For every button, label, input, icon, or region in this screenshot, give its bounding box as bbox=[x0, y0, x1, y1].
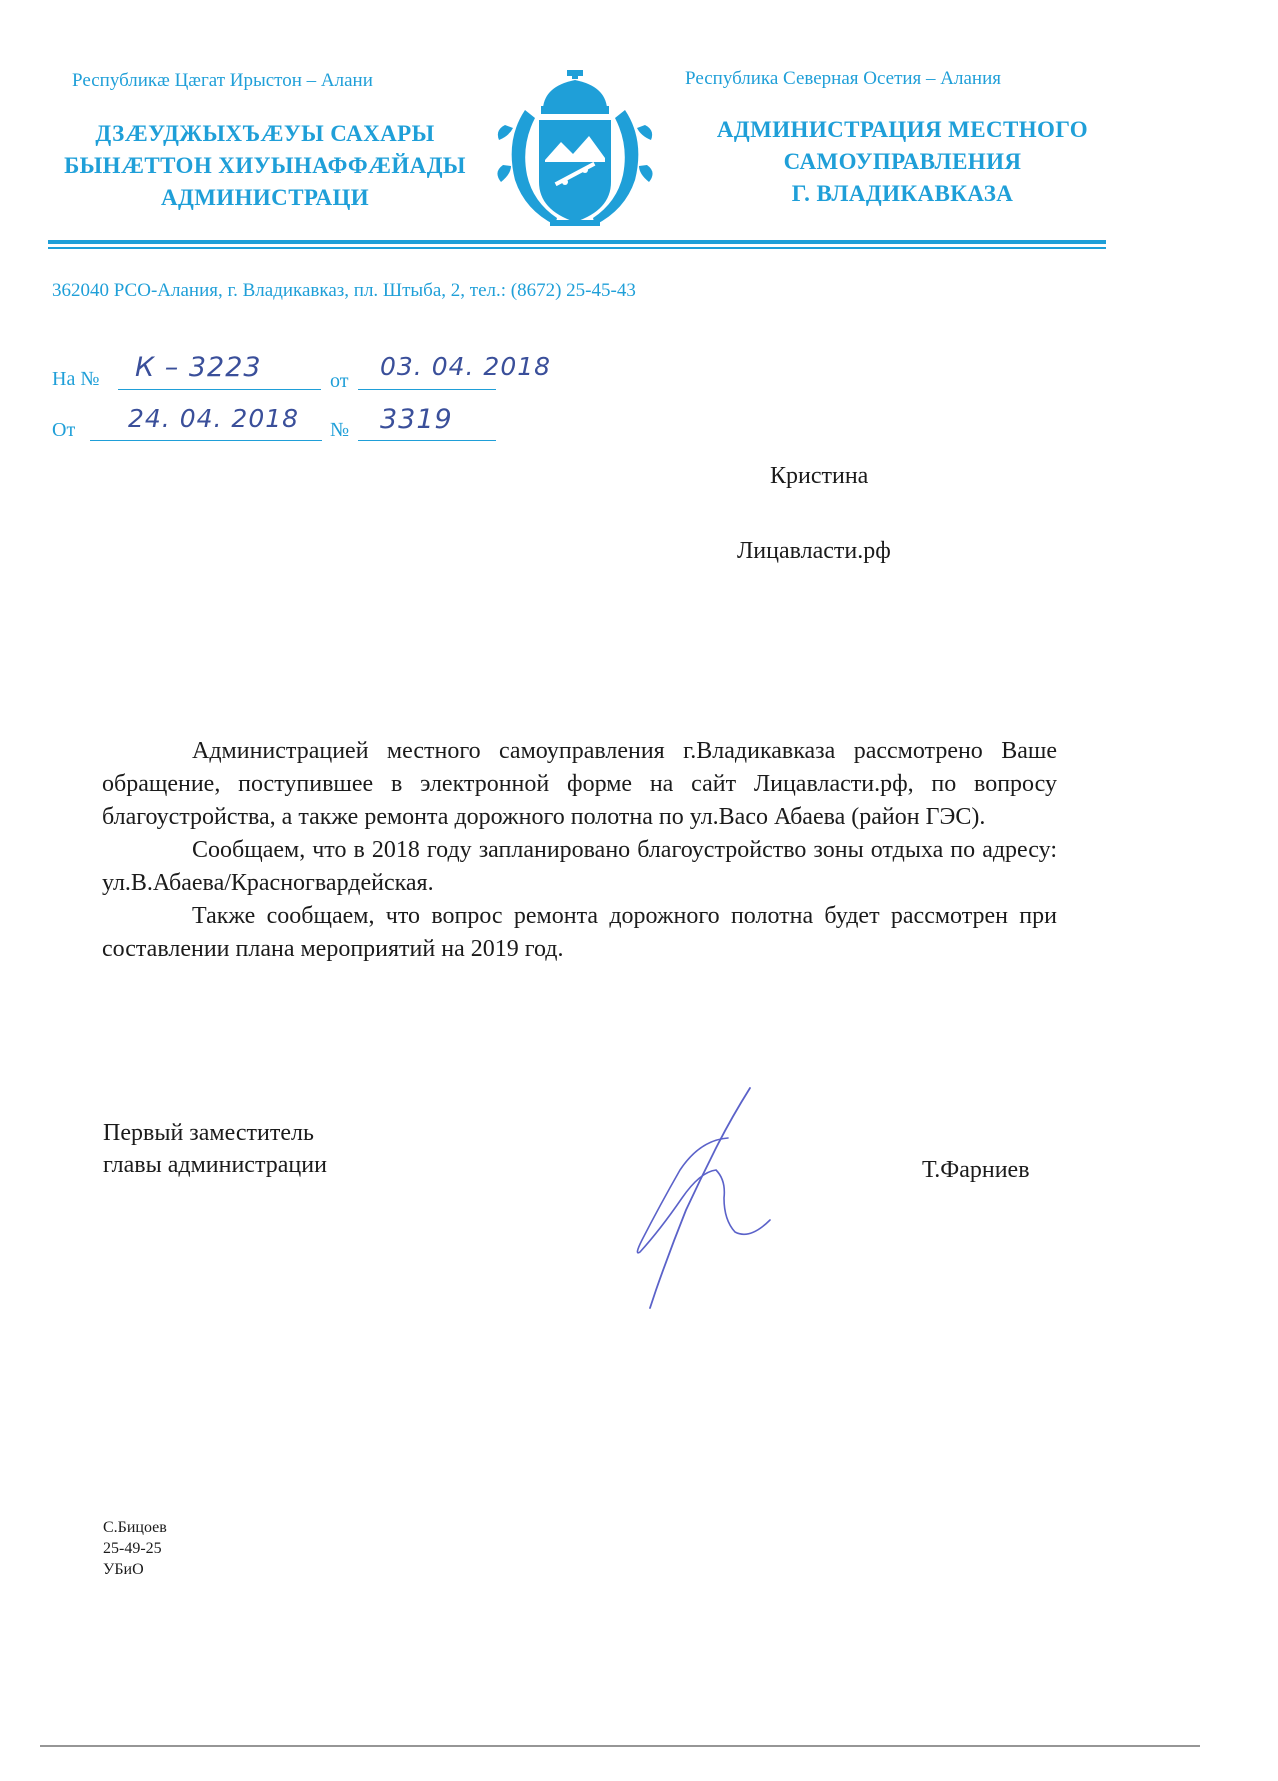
reg-on-date-line bbox=[358, 389, 496, 390]
body-paragraph: Также сообщаем, что вопрос ремонта дорожного полотна будет рассмотрен при составлении плана мероприятий на 2019 год. bbox=[102, 903, 1057, 962]
letter-body bbox=[102, 735, 1057, 966]
signer-name: Т.Фарниев bbox=[922, 1157, 1030, 1183]
reg-on-number: К – 3223 bbox=[135, 352, 262, 383]
coat-of-arms-emblem bbox=[495, 70, 655, 235]
reg-on-date: 03. 04. 2018 bbox=[380, 352, 552, 381]
executor-name: С.Бицоев bbox=[103, 1519, 167, 1536]
reg-ot-number-line bbox=[358, 440, 496, 441]
recipient-site: Лицавласти.рф bbox=[737, 538, 891, 564]
header-right-republic: Республика Северная Осетия – Алания bbox=[685, 68, 1002, 89]
reg-from-label: от bbox=[330, 370, 349, 392]
recipient-name: Кристина bbox=[770, 463, 869, 489]
scan-bottom-edge bbox=[40, 1745, 1200, 1747]
body-paragraph: Сообщаем, что в 2018 году запланировано благоустройство зоны отдыха по адресу: ул.В.Абаева/Красногвардейская. bbox=[102, 837, 1057, 896]
reg-num-label: № bbox=[330, 419, 350, 441]
executor-contact bbox=[103, 1517, 167, 1580]
header-address: 362040 РСО-Алания, г. Владикавказ, пл. Штыба, 2, тел.: (8672) 25-45-43 bbox=[52, 280, 636, 301]
header-right-title-line: САМОУПРАВЛЕНИЯ bbox=[783, 149, 1022, 174]
header-left-republic: Республикæ Цæгат Ирыстон – Алани bbox=[72, 70, 373, 91]
signer-position-line: главы администрации bbox=[103, 1152, 327, 1178]
header-left-title-line: БЫНÆТТОН ХИУЫНАФФÆЙАДЫ bbox=[64, 153, 466, 178]
signer-position bbox=[103, 1117, 327, 1181]
header-right-title-line: Г. ВЛАДИКАВКАЗА bbox=[791, 181, 1014, 206]
reg-on-label: На № bbox=[52, 368, 100, 390]
header-left-title-line: АДМИНИСТРАЦИ bbox=[160, 185, 370, 210]
header-left-title-line: ДЗÆУДЖЫХЪÆУЫ САХАРЫ bbox=[95, 121, 435, 146]
reg-ot-date: 24. 04. 2018 bbox=[128, 404, 300, 433]
executor-phone: 25-49-25 bbox=[103, 1540, 162, 1557]
header-right-title-line: АДМИНИСТРАЦИЯ МЕСТНОГО bbox=[716, 117, 1089, 142]
reg-ot-number: 3319 bbox=[380, 404, 453, 435]
reg-ot-label: От bbox=[52, 419, 76, 441]
header-rule-thick bbox=[48, 240, 1106, 244]
body-paragraph: Администрацией местного самоуправления г.Владикавказа рассмотрено Ваше обращение, поступившее в электронной форме на сайт Лицавласти.рф, по вопросу благоустройства, а также ремонта дорожного полотна по ул.Васо Абаева (район ГЭС). bbox=[102, 738, 1057, 830]
reg-on-number-line bbox=[118, 389, 321, 390]
reg-ot-date-line bbox=[90, 440, 322, 441]
header-left-title bbox=[50, 118, 480, 214]
signer-position-line: Первый заместитель bbox=[103, 1120, 314, 1146]
header-right-title bbox=[700, 114, 1105, 210]
handwritten-signature bbox=[620, 1080, 790, 1310]
header-rule-thin bbox=[48, 247, 1106, 249]
executor-dept: УБиО bbox=[103, 1561, 144, 1578]
